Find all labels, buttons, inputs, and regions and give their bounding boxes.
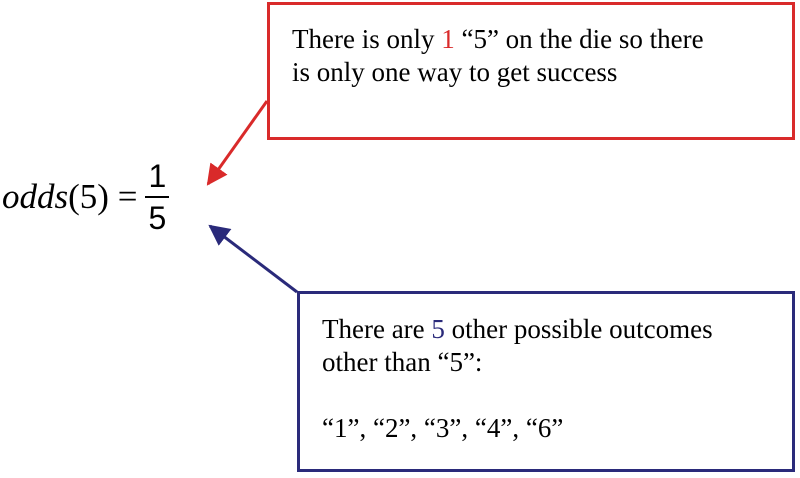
blue-callout-line-2: other than “5”: — [322, 347, 483, 377]
blue-arrow — [210, 226, 297, 292]
red-callout-line-1 — [292, 23, 782, 56]
fraction-numerator: 1 — [148, 158, 167, 194]
fraction — [145, 158, 169, 236]
blue-callout-line-1 — [322, 313, 782, 346]
blank-line — [322, 379, 782, 412]
blue-callout-box — [297, 291, 795, 472]
blue-callout-outcomes-list: “1”, “2”, “3”, “4”, “6” — [322, 413, 564, 443]
blue-callout-line-1-start: There are — [322, 314, 432, 344]
red-callout-line-1-start: There is only — [292, 24, 442, 54]
equation-function-name: odds — [2, 177, 69, 216]
fraction-bar — [145, 196, 169, 198]
equation-equals: = — [117, 177, 138, 216]
red-callout-highlight: 1 — [441, 24, 455, 54]
red-callout-line-1-end: “5” on the die so there — [454, 24, 704, 54]
red-arrow — [208, 101, 267, 184]
red-callout-line-2: is only one way to get success — [292, 57, 618, 87]
odds-equation — [2, 158, 169, 236]
blue-callout-highlight: 5 — [431, 314, 445, 344]
blue-callout-line-1-end: other possible outcomes — [444, 314, 713, 344]
fraction-denominator: 5 — [148, 200, 167, 236]
red-callout-box — [267, 2, 795, 140]
equation-argument: (5) — [68, 177, 109, 216]
